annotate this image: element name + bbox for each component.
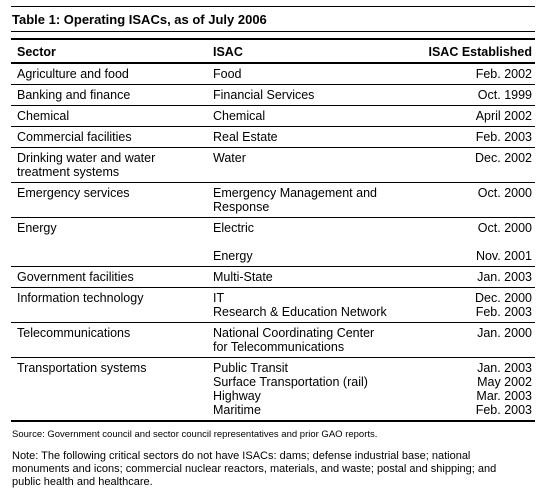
header-sector: Sector	[11, 39, 207, 63]
established-cell	[407, 218, 535, 267]
established-line: Dec. 2000	[475, 291, 532, 305]
source-note: Source: Government council and sector council representatives and prior GAO reports.	[12, 429, 378, 440]
isac-line: Real Estate	[213, 130, 278, 144]
sector-cell	[11, 85, 207, 106]
isac-cell	[207, 127, 407, 148]
header-isac: ISAC	[207, 39, 407, 63]
table-row	[11, 288, 535, 323]
established-line: Mar. 2003	[476, 389, 532, 403]
isac-line: Chemical	[213, 109, 266, 123]
table-row	[11, 358, 535, 422]
isac-line: for Telecommunications	[213, 340, 345, 354]
table-row	[11, 63, 535, 85]
table-row	[11, 183, 535, 218]
isac-line: Water	[213, 151, 246, 165]
isac-cell	[207, 323, 407, 358]
established-line: Oct. 1999	[477, 88, 532, 102]
established-cell	[407, 358, 535, 422]
sector-cell	[11, 148, 207, 183]
sector-cell	[11, 218, 207, 267]
sector-line: Telecommunications	[17, 326, 131, 340]
sector-line: Government facilities	[17, 270, 134, 284]
isac-cell	[207, 183, 407, 218]
isac-line: IT	[213, 291, 225, 305]
established-line: Jan. 2003	[477, 361, 532, 375]
table-title: Table 1: Operating ISACs, as of July 2006	[12, 11, 267, 27]
isac-line: Food	[213, 67, 242, 81]
header-established: ISAC Established	[407, 39, 535, 63]
sector-line: treatment systems	[17, 165, 120, 179]
established-line: Feb. 2003	[475, 403, 532, 417]
document-page	[11, 6, 535, 489]
sector-line: Energy	[17, 221, 57, 235]
isac-cell	[207, 106, 407, 127]
isac-cell	[207, 218, 407, 267]
table-row	[11, 267, 535, 288]
sector-cell	[11, 358, 207, 422]
isac-line: National Coordinating Center	[213, 326, 375, 340]
title-bar	[11, 6, 535, 32]
sector-cell	[11, 323, 207, 358]
isac-line: Multi-State	[213, 270, 273, 284]
isac-line: Surface Transportation (rail)	[213, 375, 368, 389]
established-line: Dec. 2002	[475, 151, 532, 165]
sector-line: Agriculture and food	[17, 67, 129, 81]
isac-line: Maritime	[213, 403, 261, 417]
isac-table	[11, 38, 535, 422]
established-cell	[407, 323, 535, 358]
established-line: Feb. 2002	[475, 67, 532, 81]
established-line: Feb. 2003	[475, 305, 532, 319]
established-cell	[407, 106, 535, 127]
established-line	[413, 235, 532, 249]
established-cell	[407, 127, 535, 148]
sector-cell	[11, 106, 207, 127]
isac-line: Electric	[213, 221, 254, 235]
established-cell	[407, 183, 535, 218]
sector-cell	[11, 288, 207, 323]
established-line: Nov. 2001	[475, 249, 532, 263]
isac-cell	[207, 267, 407, 288]
sector-cell	[11, 183, 207, 218]
sector-line: Chemical	[17, 109, 70, 123]
isac-line: Financial Services	[213, 88, 315, 102]
sector-line: Commercial facilities	[17, 130, 132, 144]
table-row	[11, 127, 535, 148]
table-body	[11, 63, 535, 421]
established-cell	[407, 288, 535, 323]
sector-cell	[11, 267, 207, 288]
isac-line: Response	[213, 200, 270, 214]
isac-line: Research & Education Network	[213, 305, 387, 319]
isac-cell	[207, 63, 407, 85]
sector-line: Information technology	[17, 291, 144, 305]
isac-cell	[207, 85, 407, 106]
isac-line: Highway	[213, 389, 261, 403]
table-row	[11, 106, 535, 127]
header-row	[11, 39, 535, 63]
established-cell	[407, 267, 535, 288]
sector-line: Banking and finance	[17, 88, 131, 102]
isac-cell	[207, 288, 407, 323]
footnote: Note: The following critical sectors do not have ISACs: dams; defense industrial base; national monuments and icons; commercial nuclear reactors, materials, and waste; postal and shipping; and public health and healthcare.	[12, 450, 497, 488]
sector-cell	[11, 63, 207, 85]
established-line: May 2002	[477, 375, 532, 389]
established-cell	[407, 63, 535, 85]
established-line: Oct. 2000	[477, 221, 532, 235]
sector-cell	[11, 127, 207, 148]
table-row	[11, 85, 535, 106]
established-cell	[407, 85, 535, 106]
isac-cell	[207, 148, 407, 183]
table-row	[11, 218, 535, 267]
sector-line: Transportation systems	[17, 361, 147, 375]
isac-line: Emergency Management and	[213, 186, 377, 200]
established-line: April 2002	[475, 109, 532, 123]
established-line: Feb. 2003	[475, 130, 532, 144]
established-line: Jan. 2000	[477, 326, 532, 340]
established-line: Oct. 2000	[477, 186, 532, 200]
isac-line	[213, 235, 407, 249]
isac-cell	[207, 358, 407, 422]
isac-line: Public Transit	[213, 361, 289, 375]
sector-line: Emergency services	[17, 186, 130, 200]
established-line: Jan. 2003	[477, 270, 532, 284]
sector-line: Drinking water and water	[17, 151, 156, 165]
table-row	[11, 148, 535, 183]
table-row	[11, 323, 535, 358]
established-cell	[407, 148, 535, 183]
isac-line: Energy	[213, 249, 253, 263]
